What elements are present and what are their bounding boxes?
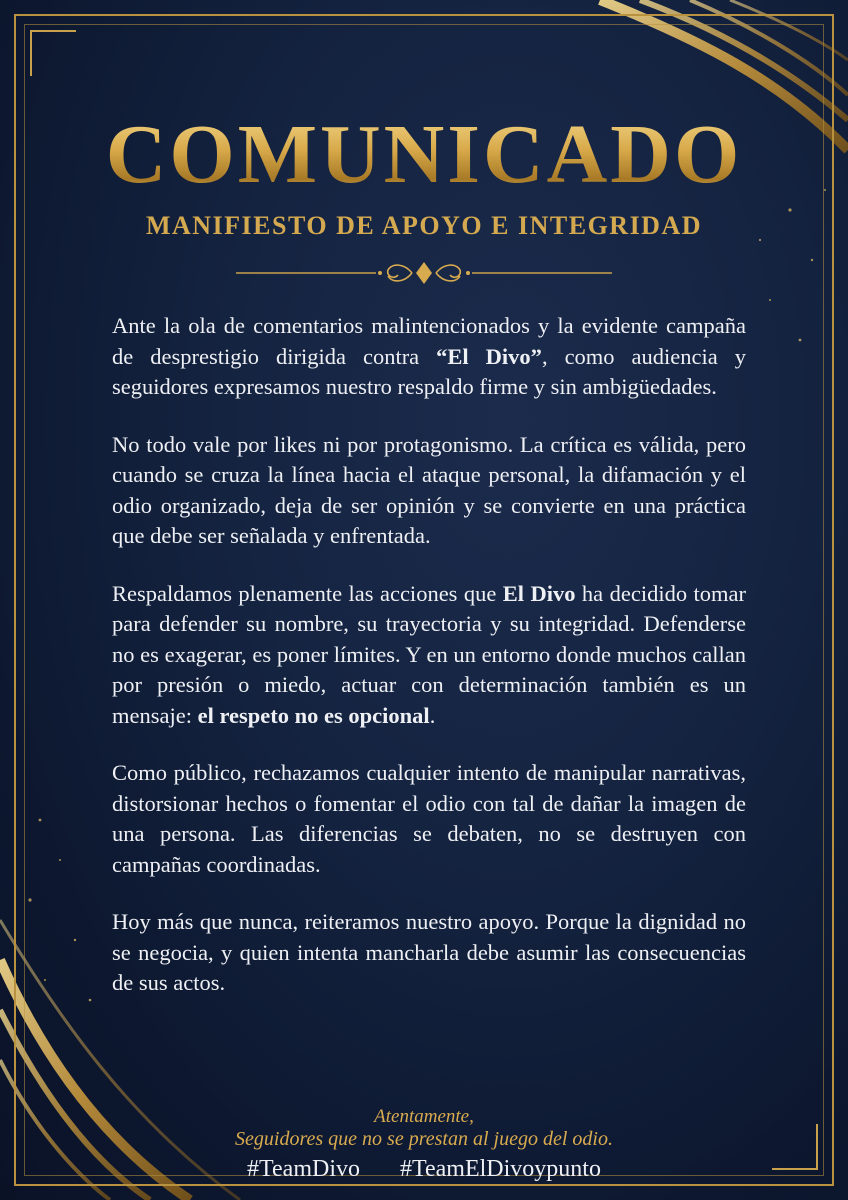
paragraph-3-text: Respaldamos plenamente las acciones que — [112, 580, 503, 606]
statement-body — [112, 311, 746, 1026]
page-subtitle: MANIFIESTO DE APOYO E INTEGRIDAD — [145, 211, 703, 240]
hashtag-team-divo: #TeamDivo — [247, 1156, 360, 1182]
hashtag-row — [0, 1156, 848, 1183]
corner-ornament-top-left — [30, 30, 76, 76]
paragraph-2: No todo vale por likes ni por protagonismo. La crítica es válida, pero cuando se cruza la línea hacia el ataque personal, la difamación y el odio organizado, deja de ser opinión y se convierte en una práctica que debe ser señalada y enfrentada. — [112, 431, 746, 548]
paragraph-3-bold-name: El Divo — [502, 580, 576, 606]
paragraph-3-text-middle: ha decidido tomar para defender su nombre, su trayectoria y su integridad. Defenderse no es exagerar, es poner límites. Y en un entorno donde muchos callan por presión o miedo, actuar con determinación también es un mensaje: — [112, 580, 746, 728]
paragraph-4: Como público, rechazamos cualquier intento de manipular narrativas, distorsionar hechos o fomentar el odio con tal de dañar la imagen de una persona. Las diferencias se debaten, no se destruyen con campañas coordinadas. — [112, 760, 746, 877]
paragraph-1-bold: “El Divo” — [436, 343, 542, 369]
page-title: COMUNICADO — [0, 106, 848, 203]
signature-label: Atentamente, — [374, 1106, 474, 1127]
paragraph-1 — [112, 311, 746, 403]
ornamental-divider-icon — [236, 258, 612, 288]
paragraph-3-text-end: . — [429, 702, 436, 728]
signature-name: Seguidores que no se prestan al juego del odio. — [235, 1128, 613, 1150]
paragraph-3 — [112, 579, 746, 732]
paragraph-1-text: Ante la ola de comentarios malintencionados y la evidente campaña de desprestigio dirigida contra — [112, 313, 746, 369]
paragraph-1-text-end: , como audiencia y seguidores expresamos nuestro respaldo firme y sin ambigüedades. — [112, 343, 746, 399]
paragraph-5: Hoy más que nunca, reiteramos nuestro apoyo. Porque la dignidad no se negocia, y quien intenta mancharla debe asumir las consecuencias de sus actos. — [112, 909, 746, 995]
paragraph-3-bold-phrase: el respeto no es opcional — [197, 702, 430, 728]
hashtag-team-el-divo-y-punto: #TeamElDivoypunto — [400, 1156, 601, 1182]
